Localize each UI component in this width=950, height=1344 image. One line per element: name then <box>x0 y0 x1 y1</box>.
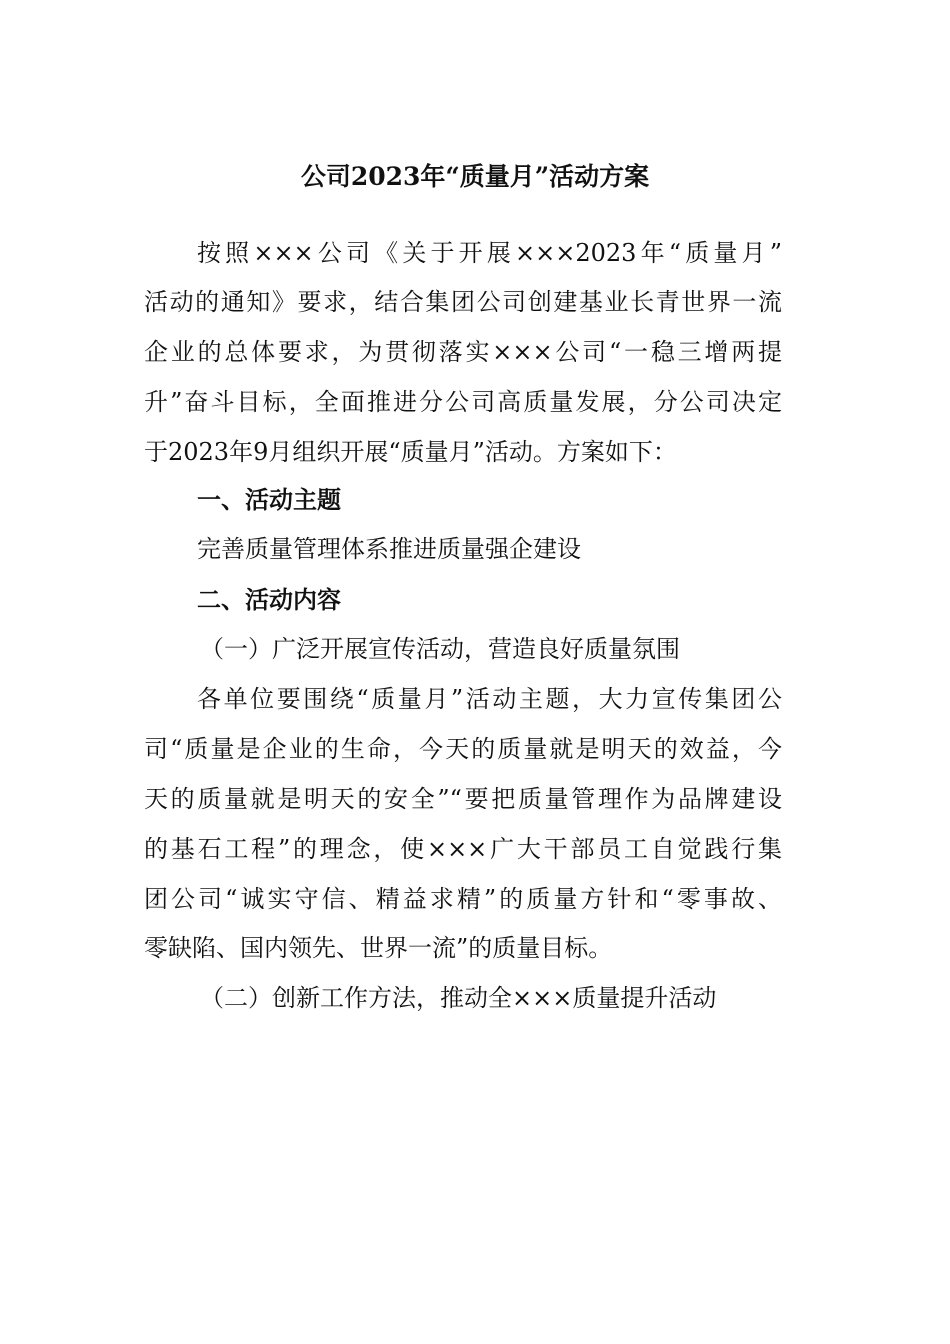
theme-text: 完善质量管理体系推进质量强企建设 <box>197 535 581 563</box>
text-line: 天的质量就是明天的安全”“要把质量管理作为品牌建设 <box>144 785 782 813</box>
text-line: 的基石工程”的理念，使×××广大干部员工自觉践行集 <box>144 835 782 863</box>
text-line: 活动的通知》要求，结合集团公司创建基业长青世界一流 <box>144 288 782 316</box>
section-heading-theme: 一、活动主题 <box>197 485 341 514</box>
document-title: 公司2023年“质量月”活动方案 <box>300 162 650 191</box>
section-heading-content: 二、活动内容 <box>197 585 341 614</box>
subheading-1: （一）广泛开展宣传活动，营造良好质量氛围 <box>200 635 680 663</box>
text-line: 司“质量是企业的生命，今天的质量就是明天的效益，今 <box>144 735 782 763</box>
subheading-2: （二）创新工作方法，推动全×××质量提升活动 <box>200 984 717 1012</box>
text-line: 按照×××公司《关于开展×××2023年“质量月” <box>197 239 782 267</box>
text-line: 团公司“诚实守信、精益求精”的质量方针和“零事故、 <box>144 885 782 913</box>
text-line: 各单位要围绕“质量月”活动主题，大力宣传集团公 <box>197 685 782 713</box>
text-line: 零缺陷、国内领先、世界一流”的质量目标。 <box>144 934 613 962</box>
text-line: 升”奋斗目标，全面推进分公司高质量发展，分公司决定 <box>144 388 782 416</box>
text-line: 企业的总体要求，为贯彻落实×××公司“一稳三增两提 <box>144 338 782 366</box>
text-line: 于2023年9月组织开展“质量月”活动。方案如下： <box>144 438 677 466</box>
